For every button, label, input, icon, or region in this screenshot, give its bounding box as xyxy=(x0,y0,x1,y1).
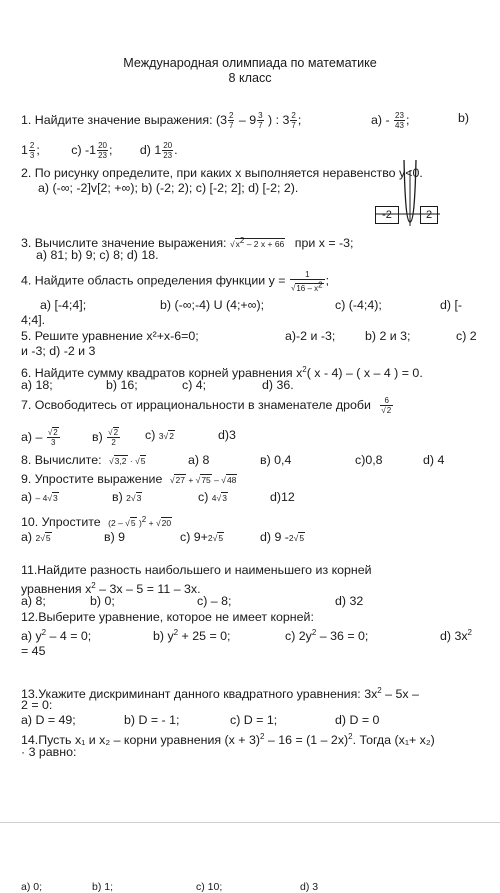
bottom-option-b: b) 1; xyxy=(92,881,114,893)
question-12: 12.Выберите уравнение, которое не имеет корней: xyxy=(21,610,314,624)
question-1-option-b: 1 $\frac{2}{3}$ ; xyxy=(21,141,40,160)
question-7-option-a: a) – $\frac{√2}{3}$ xyxy=(21,428,58,447)
question-11-option-b: b) 0; xyxy=(90,594,115,608)
question-5-line2: и -3; d) -2 и 3 xyxy=(21,344,96,358)
question-10-option-d: d) 9 -2√5 xyxy=(260,530,305,544)
question-9-option-c: c) 4√3 xyxy=(198,490,227,504)
question-13: 13.Укажите дискриминант данного квадратного уравнения: $3x^2 - 5x$ – xyxy=(21,686,419,702)
question-14: 14.Пусть x₁ и x₂ – корни уравнения $(x + 3)^2 - 16 = (1 - 2x)^2$. Тогда (x₁+ x₂) xyxy=(21,732,435,748)
olympiad-title: Международная олимпиада по математике xyxy=(123,56,377,70)
question-6-option-c: c) 4; xyxy=(182,378,207,392)
question-8-option-d: d) 4 xyxy=(423,453,445,467)
question-9: 9. Упростите выражение √27 + √75 – √48 xyxy=(21,472,237,486)
fraction: $\frac{6}{√2}$ xyxy=(381,396,392,415)
question-1-option-a: a) - $\frac{23}{43}$ ; xyxy=(371,111,410,130)
question-12-option-b: b) $y^2 + 25 = 0$; xyxy=(153,628,231,644)
question-4-option-c: c) (-4;4); xyxy=(335,298,382,312)
question-13-option-c: c) D = 1; xyxy=(230,713,278,727)
question-5-option-c: c) 2 xyxy=(456,329,477,343)
question-7: 7. Освободитесь от иррациональности в знаменателе дроби $\frac{6}{√2}$ xyxy=(21,396,392,415)
question-5: 5. Решите уравнение х²+х-6=0; xyxy=(21,329,199,343)
question-8: 8. Вычислите: √3,2 · √5 xyxy=(21,453,146,467)
question-9-option-b: в) 2√3 xyxy=(112,490,142,504)
page-separator xyxy=(0,822,500,823)
question-1-option-b-label: b) xyxy=(458,111,470,125)
fraction: $\frac{1}{√16 - x^2}$ xyxy=(290,270,323,293)
fraction: $\frac{2}{7}$ xyxy=(229,111,234,130)
question-13-option-d: d) D = 0 xyxy=(335,713,380,727)
question-11-option-c: c) – 8; xyxy=(197,594,232,608)
question-6-option-b: b) 16; xyxy=(106,378,138,392)
question-4-option-a: a) [-4;4]; xyxy=(40,298,87,312)
question-4-option-d-cont: 4;4]. xyxy=(21,313,46,327)
question-4: 4. Найдите область определения функции у = $\frac{1}{√16 - x^2}$ ; xyxy=(21,270,330,293)
graph-label-minus-2: -2 xyxy=(375,206,399,224)
question-8-option-a: a) 8 xyxy=(188,453,210,467)
question-11-line2: уравнения $x^2 - 3x - 5 = 11 - 3x$. xyxy=(21,581,201,597)
question-12-option-a: a) $y^2 - 4 = 0$; xyxy=(21,628,92,644)
radical-expression: $√x^2 - 2$ x + 66 xyxy=(229,236,285,249)
question-9-option-d: d)12 xyxy=(270,490,295,504)
graph-label-2: 2 xyxy=(420,206,438,224)
question-10: 10. Упростите (2 – √5 )$^2$ + √20 xyxy=(21,514,172,529)
question-12-option-c: c) $2y^2 - 36 = 0$; xyxy=(285,628,369,644)
bottom-option-a: a) 0; xyxy=(21,881,43,893)
bottom-option-c: c) 10; xyxy=(196,881,223,893)
question-5-option-a: a)-2 и -3; xyxy=(285,329,336,343)
question-1-option-c: c) -1 $\frac{20}{23}$ ; xyxy=(71,141,113,160)
question-10-option-b: в) 9 xyxy=(104,530,126,544)
question-2-options: a) (-∞; -2]v[2; +∞); b) (-2; 2); c) [-2; 2]; d) [-2; 2). xyxy=(38,181,299,195)
question-3: 3. Вычислите значение выражения: $√x^2 - 2$ x + 66 при х = -3; xyxy=(21,235,354,250)
question-11-option-a: a) 8; xyxy=(21,594,46,608)
question-2: 2. По рисунку определите, при каких х выполняется неравенство у<0. xyxy=(21,166,423,180)
bottom-option-d: d) 3 xyxy=(300,881,319,893)
question-4-option-d: d) [- xyxy=(440,298,463,312)
fraction: $\frac{3}{7}$ xyxy=(258,111,263,130)
question-4-option-b: b) (-∞;-4) U (4;+∞); xyxy=(160,298,265,312)
question-7-option-d: d)3 xyxy=(218,428,236,442)
question-1-option-d: d) 1 $\frac{20}{23}$ . xyxy=(139,141,178,160)
fraction: $\frac{2}{7}$ xyxy=(291,111,296,130)
question-7-option-b: в) $\frac{√2}{2}$ xyxy=(92,428,119,447)
question-6: 6. Найдите сумму квадратов корней уравнения $x^2$( x - 4) – ( x – 4 ) = 0. xyxy=(21,365,423,381)
question-11-option-d: d) 32 xyxy=(335,594,364,608)
question-9-option-a: a) – 4√3 xyxy=(21,490,58,504)
question-1: 1. Найдите значение выражения: (3 $\frac{2}{7}$ – 9 $\frac{3}{7}$ ) : 3 $\frac{2}{7}$ ; xyxy=(21,111,302,130)
question-12-option-d: d) $3x^2$ xyxy=(440,628,472,644)
question-10-option-c: c) 9+2√5 xyxy=(180,530,224,544)
question-11: 11.Найдите разность наибольшего и наименьшего из корней xyxy=(21,563,372,577)
question-13-line2: 2 = 0: xyxy=(21,698,53,712)
question-8-option-b: в) 0,4 xyxy=(260,453,292,467)
question-12-line2: = 45 xyxy=(21,644,46,658)
question-5-option-b: b) 2 и 3; xyxy=(365,329,411,343)
question-10-option-a: a) 2√5 xyxy=(21,530,51,544)
question-14-line2: · 3 равно: xyxy=(21,745,77,759)
question-3-options: a) 81; b) 9; c) 8; d) 18. xyxy=(36,248,159,262)
grade-label: 8 класс xyxy=(228,71,272,85)
question-7-option-c: c) 3√2 xyxy=(145,428,174,442)
question-1-options-line2 xyxy=(21,141,492,160)
question-6-option-d: d) 36. xyxy=(262,378,294,392)
question-8-option-c: с)0,8 xyxy=(355,453,383,467)
question-13-option-a: a) D = 49; xyxy=(21,713,76,727)
question-6-option-a: a) 18; xyxy=(21,378,53,392)
question-13-option-b: b) D = - 1; xyxy=(124,713,180,727)
